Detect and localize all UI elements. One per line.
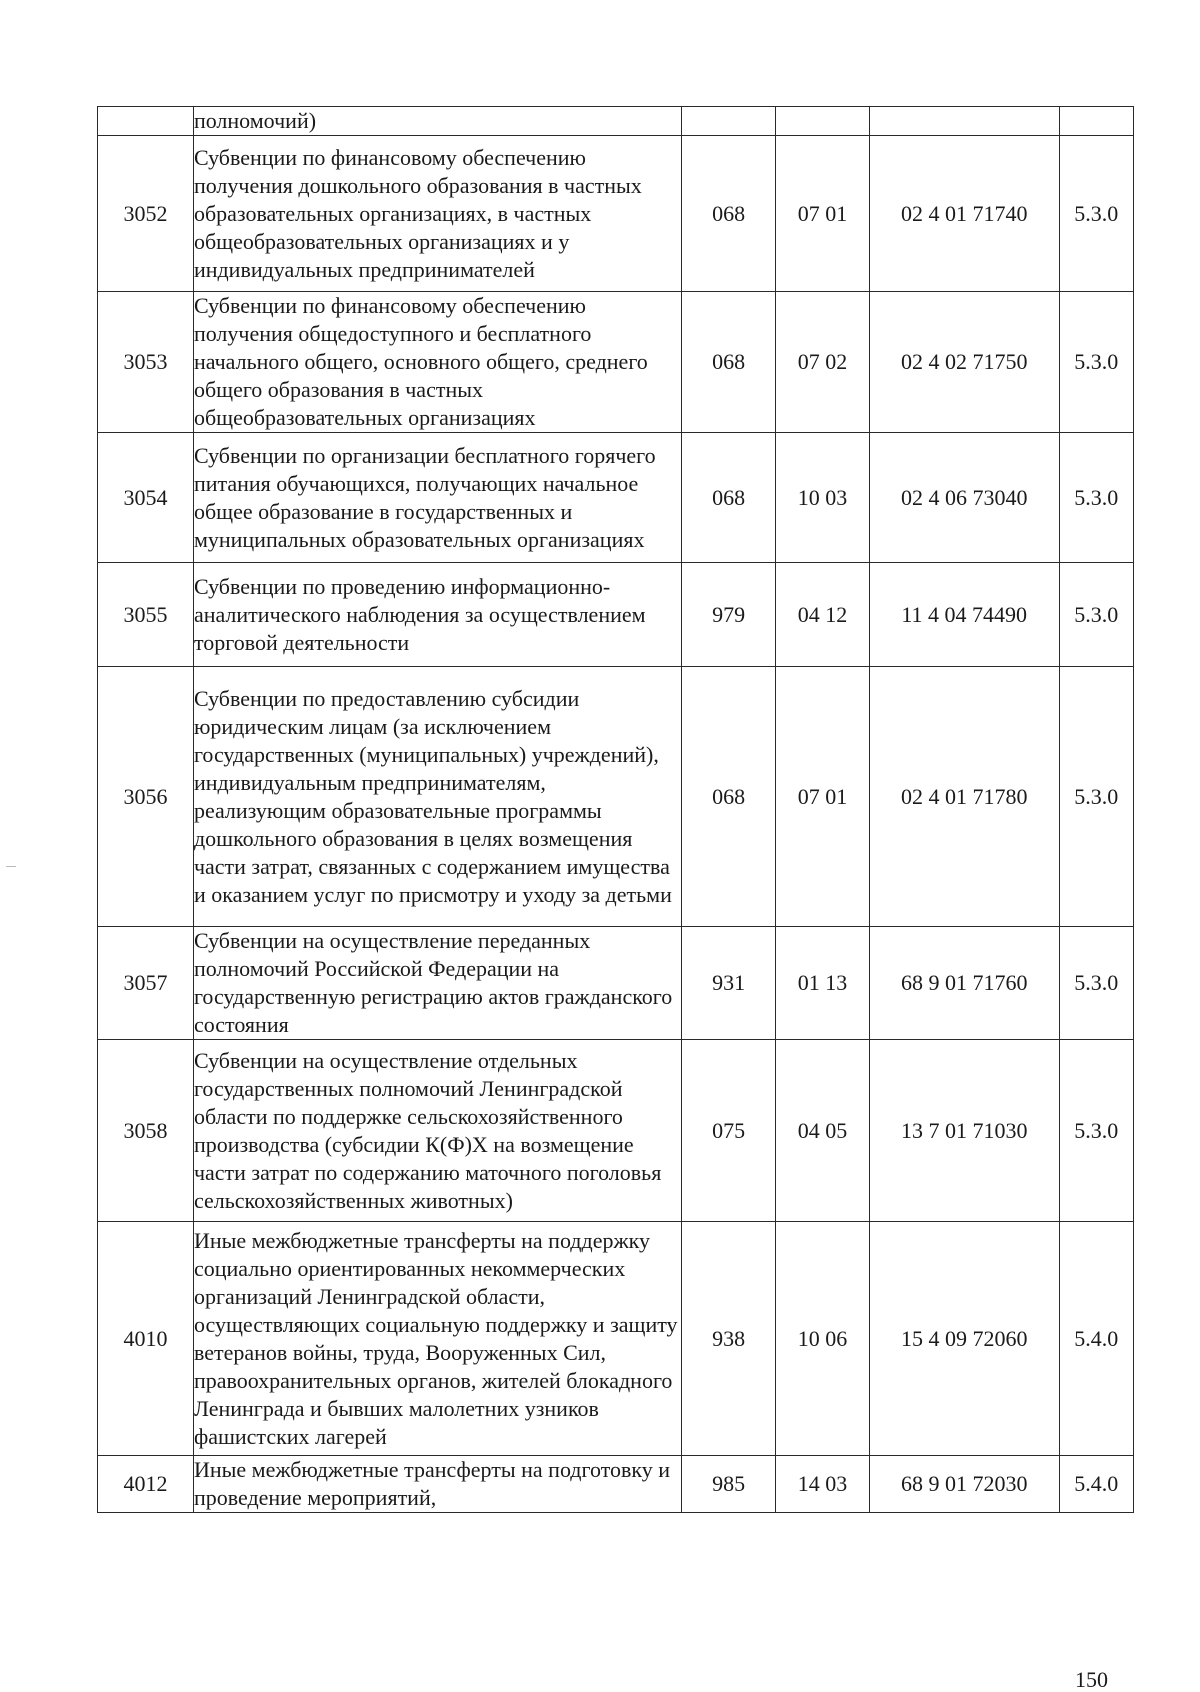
- row-code-cell: 3052: [98, 136, 194, 292]
- row-target-article-cell: [869, 107, 1059, 136]
- row-section-code-cell: 14 03: [776, 1456, 870, 1513]
- row-description-cell: Субвенции на осуществление отдельных государственных полномочий Ленинградской области по поддержке сельскохозяйственного производства (субсидии К(Ф)Х на возмещение части затрат по содержанию маточного поголовья сельскохозяйственных животных): [193, 1040, 681, 1222]
- row-description-cell: полномочий): [193, 107, 681, 136]
- row-item-number-cell: 5.3.0: [1059, 433, 1133, 563]
- row-section-code-cell: 07 01: [776, 136, 870, 292]
- row-item-number-cell: 5.3.0: [1059, 927, 1133, 1040]
- row-target-article-cell: 68 9 01 71760: [869, 927, 1059, 1040]
- row-target-article-cell: 15 4 09 72060: [869, 1222, 1059, 1456]
- row-description-cell: Субвенции по финансовому обеспечению получения общедоступного и бесплатного начального общего, основного общего, среднего общего образования в частных общеобразовательных организациях: [193, 292, 681, 433]
- row-code-cell: 3055: [98, 563, 194, 667]
- row-section-code-cell: 07 01: [776, 667, 870, 927]
- table-row: [98, 667, 1134, 927]
- table-row: [98, 1040, 1134, 1222]
- table-row: [98, 563, 1134, 667]
- row-admin-code-cell: 068: [682, 136, 776, 292]
- row-code-cell: 3056: [98, 667, 194, 927]
- page-number: 150: [1075, 1667, 1108, 1692]
- row-target-article-cell: 02 4 02 71750: [869, 292, 1059, 433]
- row-description-cell: Субвенции по финансовому обеспечению получения дошкольного образования в частных образовательных организациях, в частных общеобразовательных организациях и у индивидуальных предпринимателей: [193, 136, 681, 292]
- row-item-number-cell: 5.4.0: [1059, 1222, 1133, 1456]
- row-code-cell: 3058: [98, 1040, 194, 1222]
- row-item-number-cell: [1059, 107, 1133, 136]
- row-code-cell: 3053: [98, 292, 194, 433]
- row-description-cell: Субвенции на осуществление переданных полномочий Российской Федерации на государственную регистрацию актов гражданского состояния: [193, 927, 681, 1040]
- row-code-cell: 4010: [98, 1222, 194, 1456]
- row-item-number-cell: 5.3.0: [1059, 563, 1133, 667]
- row-code-cell: 3057: [98, 927, 194, 1040]
- row-section-code-cell: 10 06: [776, 1222, 870, 1456]
- row-item-number-cell: 5.3.0: [1059, 1040, 1133, 1222]
- row-item-number-cell: 5.3.0: [1059, 667, 1133, 927]
- row-item-number-cell: 5.4.0: [1059, 1456, 1133, 1513]
- table-body: [98, 107, 1134, 1513]
- row-target-article-cell: 02 4 06 73040: [869, 433, 1059, 563]
- row-target-article-cell: 11 4 04 74490: [869, 563, 1059, 667]
- row-description-cell: Субвенции по организации бесплатного горячего питания обучающихся, получающих начальное общее образование в государственных и муниципальных образовательных организациях: [193, 433, 681, 563]
- row-admin-code-cell: [682, 107, 776, 136]
- table-row: [98, 1222, 1134, 1456]
- row-item-number-cell: 5.3.0: [1059, 136, 1133, 292]
- table-row: [98, 136, 1134, 292]
- table-row: [98, 107, 1134, 136]
- row-section-code-cell: 04 12: [776, 563, 870, 667]
- row-code-cell: 3054: [98, 433, 194, 563]
- row-section-code-cell: 01 13: [776, 927, 870, 1040]
- table-row: [98, 1456, 1134, 1513]
- row-admin-code-cell: 979: [682, 563, 776, 667]
- row-target-article-cell: 13 7 01 71030: [869, 1040, 1059, 1222]
- row-section-code-cell: 10 03: [776, 433, 870, 563]
- row-target-article-cell: 02 4 01 71780: [869, 667, 1059, 927]
- row-description-cell: Иные межбюджетные трансферты на подготовку и проведение мероприятий,: [193, 1456, 681, 1513]
- row-section-code-cell: [776, 107, 870, 136]
- budget-classification-table: [97, 106, 1134, 1513]
- table-row: [98, 292, 1134, 433]
- row-section-code-cell: 07 02: [776, 292, 870, 433]
- row-description-cell: Иные межбюджетные трансферты на поддержку социально ориентированных некоммерческих организаций Ленинградской области, осуществляющих социальную поддержку и защиту ветеранов войны, труда, Вооруженных Сил, правоохранительных органов, жителей блокадного Ленинграда и бывших малолетних узников фашистских лагерей: [193, 1222, 681, 1456]
- row-section-code-cell: 04 05: [776, 1040, 870, 1222]
- row-admin-code-cell: 068: [682, 433, 776, 563]
- row-code-cell: [98, 107, 194, 136]
- scan-margin-mark: [6, 866, 16, 867]
- row-admin-code-cell: 931: [682, 927, 776, 1040]
- row-admin-code-cell: 075: [682, 1040, 776, 1222]
- row-admin-code-cell: 068: [682, 292, 776, 433]
- row-admin-code-cell: 938: [682, 1222, 776, 1456]
- row-description-cell: Субвенции по предоставлению субсидии юридическим лицам (за исключением государственных (муниципальных) учреждений), индивидуальным предпринимателям, реализующим образовательные программы дошкольного образования в целях возмещения части затрат, связанных с содержанием имущества и оказанием услуг по присмотру и уходу за детьми: [193, 667, 681, 927]
- row-item-number-cell: 5.3.0: [1059, 292, 1133, 433]
- row-target-article-cell: 02 4 01 71740: [869, 136, 1059, 292]
- row-code-cell: 4012: [98, 1456, 194, 1513]
- table-row: [98, 927, 1134, 1040]
- row-target-article-cell: 68 9 01 72030: [869, 1456, 1059, 1513]
- row-admin-code-cell: 985: [682, 1456, 776, 1513]
- row-admin-code-cell: 068: [682, 667, 776, 927]
- row-description-cell: Субвенции по проведению информационно-аналитического наблюдения за осуществлением торговой деятельности: [193, 563, 681, 667]
- table-row: [98, 433, 1134, 563]
